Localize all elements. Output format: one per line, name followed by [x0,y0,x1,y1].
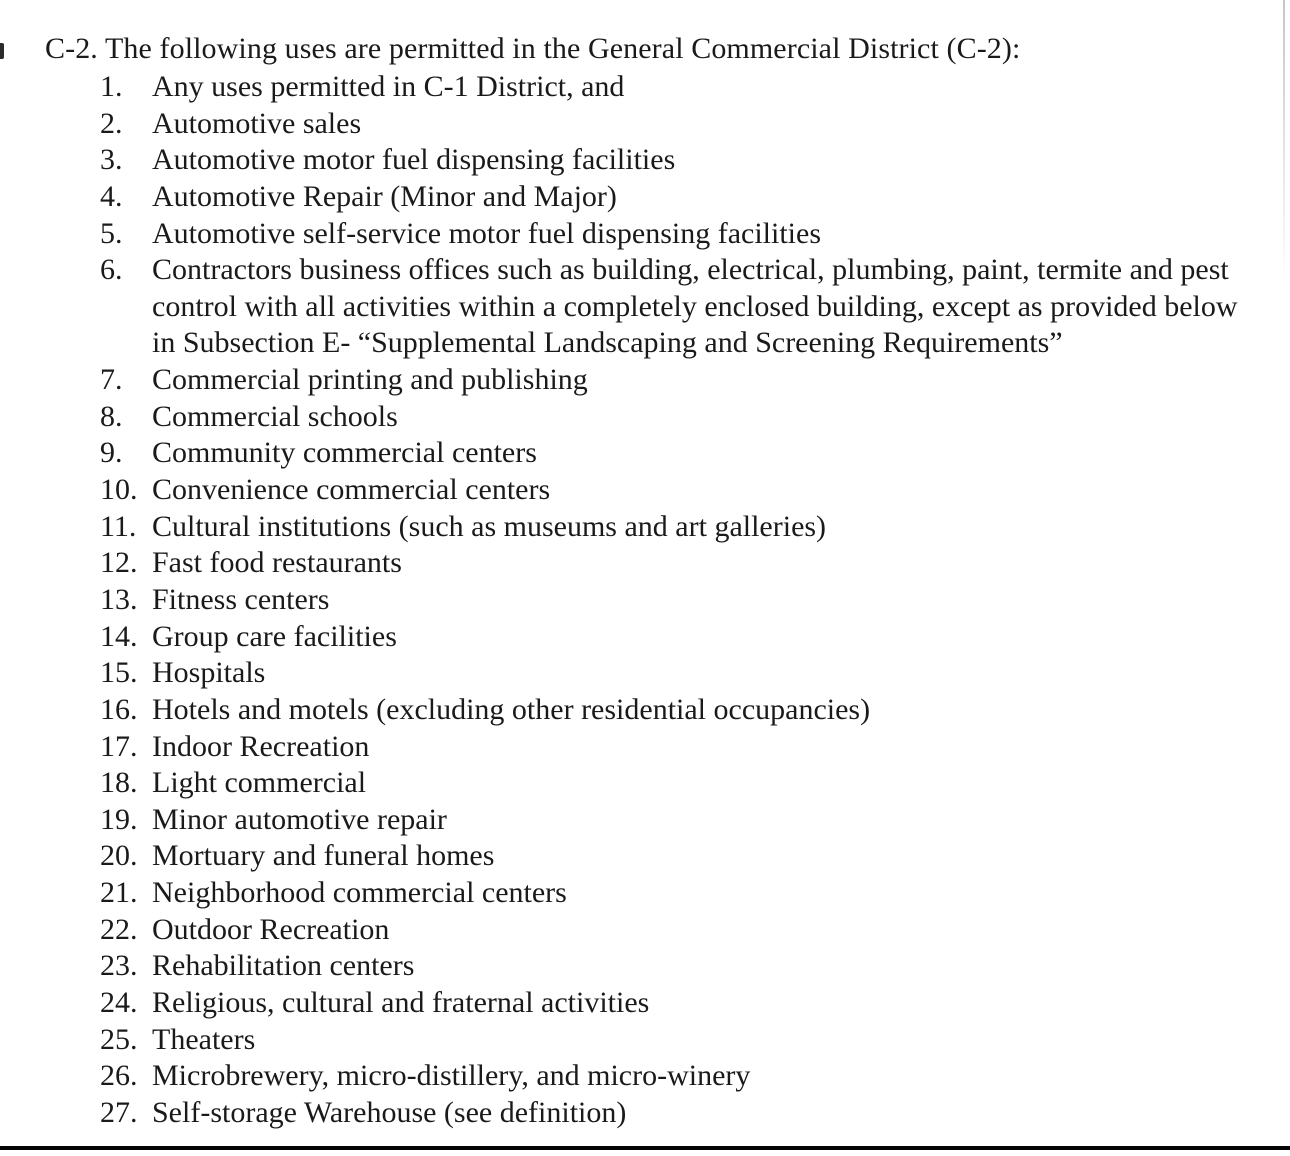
clipped-left-marker [0,43,4,59]
item-text: Self-storage Warehouse (see definition) [152,1095,627,1129]
item-text: Light commercial [152,766,367,800]
item-number [100,325,152,362]
list-item [100,875,1290,912]
permitted-uses-list [100,69,1290,1132]
item-number: 22. [100,912,138,946]
item-text: Mortuary and funeral homes [152,839,495,873]
list-item [100,765,1290,802]
list-item [100,472,1290,509]
list-item [100,1095,1290,1132]
item-number: 17. [100,729,138,763]
item-number: 7. [100,363,123,397]
list-item-continuation [100,289,1290,326]
item-number: 25. [100,1022,138,1056]
item-number: 2. [100,106,123,140]
item-number: 14. [100,619,138,653]
item-number: 8. [100,399,123,433]
list-item [100,1022,1290,1059]
item-number: 10. [100,473,138,507]
list-item [100,106,1290,143]
item-text: Minor automotive repair [152,802,447,836]
item-number: 18. [100,766,138,800]
bottom-rule [0,1146,1290,1150]
item-number: 12. [100,546,138,580]
item-text: Commercial schools [152,399,398,433]
list-item [100,619,1290,656]
list-item [100,509,1290,546]
list-item [100,838,1290,875]
list-item [100,985,1290,1022]
item-text: Theaters [152,1022,256,1056]
list-item [100,252,1290,289]
item-text: Fast food restaurants [152,546,402,580]
item-number: 4. [100,179,123,213]
item-number: 13. [100,582,138,616]
item-text: Automotive sales [152,106,362,140]
item-text: Cultural institutions (such as museums and art galleries) [152,509,827,543]
item-text: Fitness centers [152,582,330,616]
item-number: 1. [100,70,123,103]
item-number: 16. [100,692,138,726]
list-item [100,399,1290,436]
item-text: Microbrewery, micro-distillery, and micro-winery [152,1059,751,1093]
item-number: 3. [100,143,123,177]
list-item [100,435,1290,472]
list-item [100,912,1290,949]
list-item [100,802,1290,839]
item-text: Automotive motor fuel dispensing facilities [152,143,676,177]
item-number: 11. [100,509,137,543]
section-heading: C-2. The following uses are permitted in the General Commercial District (C-2): [45,32,1021,65]
list-item [100,142,1290,179]
item-number: 6. [100,253,123,287]
item-number: 24. [100,986,138,1020]
item-number: 15. [100,656,138,690]
list-item [100,1058,1290,1095]
list-item [100,655,1290,692]
item-text: Group care facilities [152,619,397,653]
item-number: 5. [100,216,123,250]
item-text: Convenience commercial centers [152,473,551,507]
item-text: Religious, cultural and fraternal activities [152,986,650,1020]
list-item [100,179,1290,216]
item-text: in Subsection E- “Supplemental Landscaping and Screening Requirements” [152,326,1063,360]
item-text: Automotive self-service motor fuel dispensing facilities [152,216,821,250]
item-text: Any uses permitted in C-1 District, and [152,70,625,103]
list-item [100,948,1290,985]
item-text: Automotive Repair (Minor and Major) [152,179,617,213]
item-number: 23. [100,949,138,983]
item-number: 19. [100,802,138,836]
list-item-continuation [100,325,1290,362]
item-text: control with all activities within a completely enclosed building, except as provided below [152,289,1238,323]
list-item [100,729,1290,766]
item-text: Hospitals [152,656,266,690]
item-text: Outdoor Recreation [152,912,390,946]
item-text: Contractors business offices such as building, electrical, plumbing, paint, termite and pest [152,253,1229,287]
list-item [100,216,1290,253]
item-number: 9. [100,436,123,470]
item-text: Rehabilitation centers [152,949,415,983]
list-item [100,582,1290,619]
item-text: Hotels and motels (excluding other residential occupancies) [152,692,871,726]
item-text: Community commercial centers [152,436,537,470]
item-number [100,289,152,326]
item-number: 20. [100,839,138,873]
item-text: Indoor Recreation [152,729,370,763]
item-text: Commercial printing and publishing [152,363,588,397]
item-text: Neighborhood commercial centers [152,876,567,910]
list-item [100,362,1290,399]
scan-artifact-line [1283,0,1285,290]
list-item [100,545,1290,582]
item-number: 26. [100,1059,138,1093]
item-number: 27. [100,1095,138,1129]
list-item [100,69,1290,106]
list-item [100,692,1290,729]
item-number: 21. [100,876,138,910]
